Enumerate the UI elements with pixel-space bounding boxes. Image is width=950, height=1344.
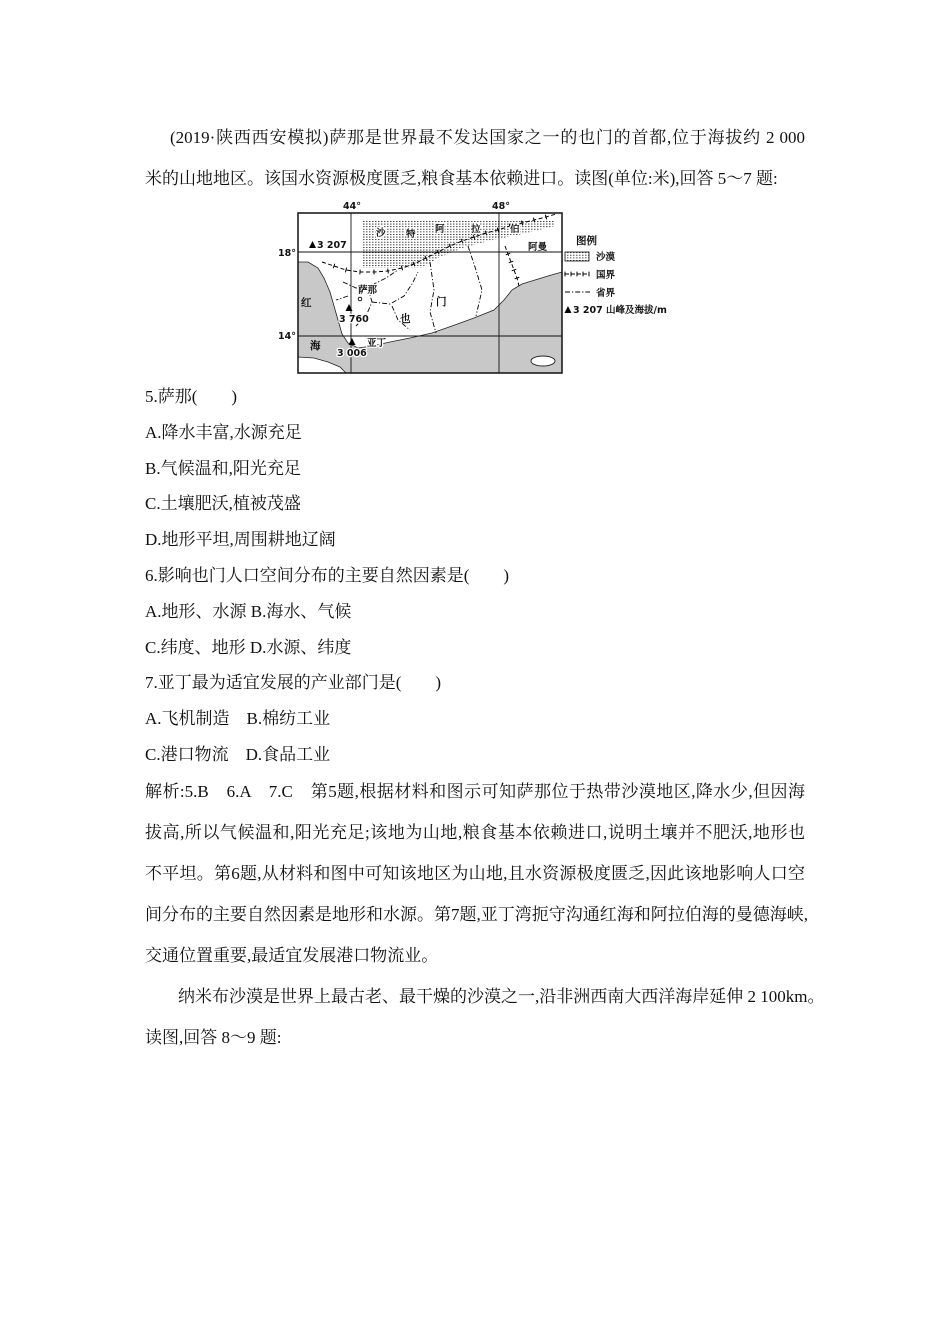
analysis-line: 不平坦。第6题,从材料和图中可知该地区为山地,且水资源极度匮乏,因此该地影响人口空 <box>145 864 805 883</box>
legend-peak-label: 3 207 山峰及海拔/m <box>573 305 667 316</box>
label-yemen-2: 门 <box>436 296 447 308</box>
question-5-option-c: C.土壤肥沃,植被茂盛 <box>145 494 301 514</box>
question-7-options-cd: C.港口物流 D.食品工业 <box>145 744 331 764</box>
legend-national-border-label: 国界 <box>596 270 616 281</box>
question-5-stem: 5.萨那( ) <box>145 387 238 406</box>
label-aden: 亚丁 <box>367 338 387 349</box>
analysis-line: 间分布的主要自然因素是地形和水源。第7题,亚丁湾扼守沟通红海和阿拉伯海的曼德海峡, <box>145 905 808 924</box>
yemen-map <box>275 195 680 380</box>
legend-desert-swatch <box>565 252 589 261</box>
analysis-line: 解析:5.B 6.A 7.C 第5题,根据材料和图示可知萨那位于热带沙漠地区,降水少,但因海 <box>145 782 805 801</box>
city-marker-sanaa <box>358 297 362 301</box>
question-7-stem: 7.亚丁最为适宜发展的产业部门是( ) <box>145 673 442 693</box>
next-passage <box>145 976 825 1058</box>
answer-analysis <box>145 771 808 976</box>
latitude-label-14: 14° <box>278 331 296 342</box>
label-red-sea-2: 海 <box>310 340 321 352</box>
analysis-line: 拔高,所以气候温和,阳光充足;该地为山地,粮食基本依赖进口,说明土壤并不肥沃,地形也 <box>145 823 805 842</box>
peak-elevation-label: 3 207 <box>317 240 347 251</box>
intro-line: (2019·陕西西安模拟)萨那是世界最不发达国家之一的也门的首都,位于海拔约 2 000 <box>170 128 805 147</box>
peak-elevation-label: 3 006 <box>337 348 367 359</box>
questions <box>145 379 805 773</box>
intro-line: 米的山地地区。该国水资源极度匮乏,粮食基本依赖进口。读图(单位:米),回答 5～7 题: <box>145 169 778 188</box>
question-6-options-ab: A.地形、水源 B.海水、气候 <box>145 601 352 621</box>
longitude-label-44: 44° <box>343 201 361 212</box>
latitude-label-18: 18° <box>278 248 296 259</box>
label-saudi-arabia-3: 阿 <box>435 224 445 235</box>
analysis-line: 交通位置重要,最适宜发展港口物流业。 <box>145 946 439 965</box>
longitude-label-48: 48° <box>492 201 510 212</box>
label-oman: 阿曼 <box>528 242 548 253</box>
legend-peak-icon <box>565 306 572 313</box>
label-saudi-arabia-5: 伯 <box>510 224 520 235</box>
question-5-option-b: B.气候温和,阳光充足 <box>145 458 301 478</box>
label-saudi-arabia-2: 特 <box>406 229 416 240</box>
question-6-options-cd: C.纬度、地形 D.水源、纬度 <box>145 637 352 657</box>
label-red-sea-1: 红 <box>301 297 312 309</box>
intro-passage <box>145 117 805 199</box>
question-6-stem: 6.影响也门人口空间分布的主要自然因素是( ) <box>145 565 510 585</box>
label-saudi-arabia-1: 沙 <box>376 228 386 239</box>
label-yemen-1: 也 <box>400 313 411 325</box>
legend-title: 图例 <box>576 235 597 247</box>
label-saudi-arabia-4: 拉 <box>471 224 481 235</box>
map-legend <box>565 234 668 316</box>
legend-desert-label: 沙漠 <box>596 252 616 263</box>
socotra-island <box>531 356 555 366</box>
peak-elevation-label: 3 760 <box>339 314 369 325</box>
passage-line: 纳米布沙漠是世界上最古老、最干燥的沙漠之一,沿非洲西南大西洋海岸延伸 2 100km。 <box>178 987 825 1006</box>
question-7-options-ab: A.飞机制造 B.棉纺工业 <box>145 709 331 729</box>
passage-line: 读图,回答 8～9 题: <box>145 1028 282 1047</box>
legend-provincial-border-label: 省界 <box>596 288 616 299</box>
label-sanaa: 萨那 <box>358 285 378 296</box>
question-5-option-d: D.地形平坦,周围耕地辽阔 <box>145 530 336 550</box>
question-5-option-a: A.降水丰富,水源充足 <box>145 422 302 442</box>
